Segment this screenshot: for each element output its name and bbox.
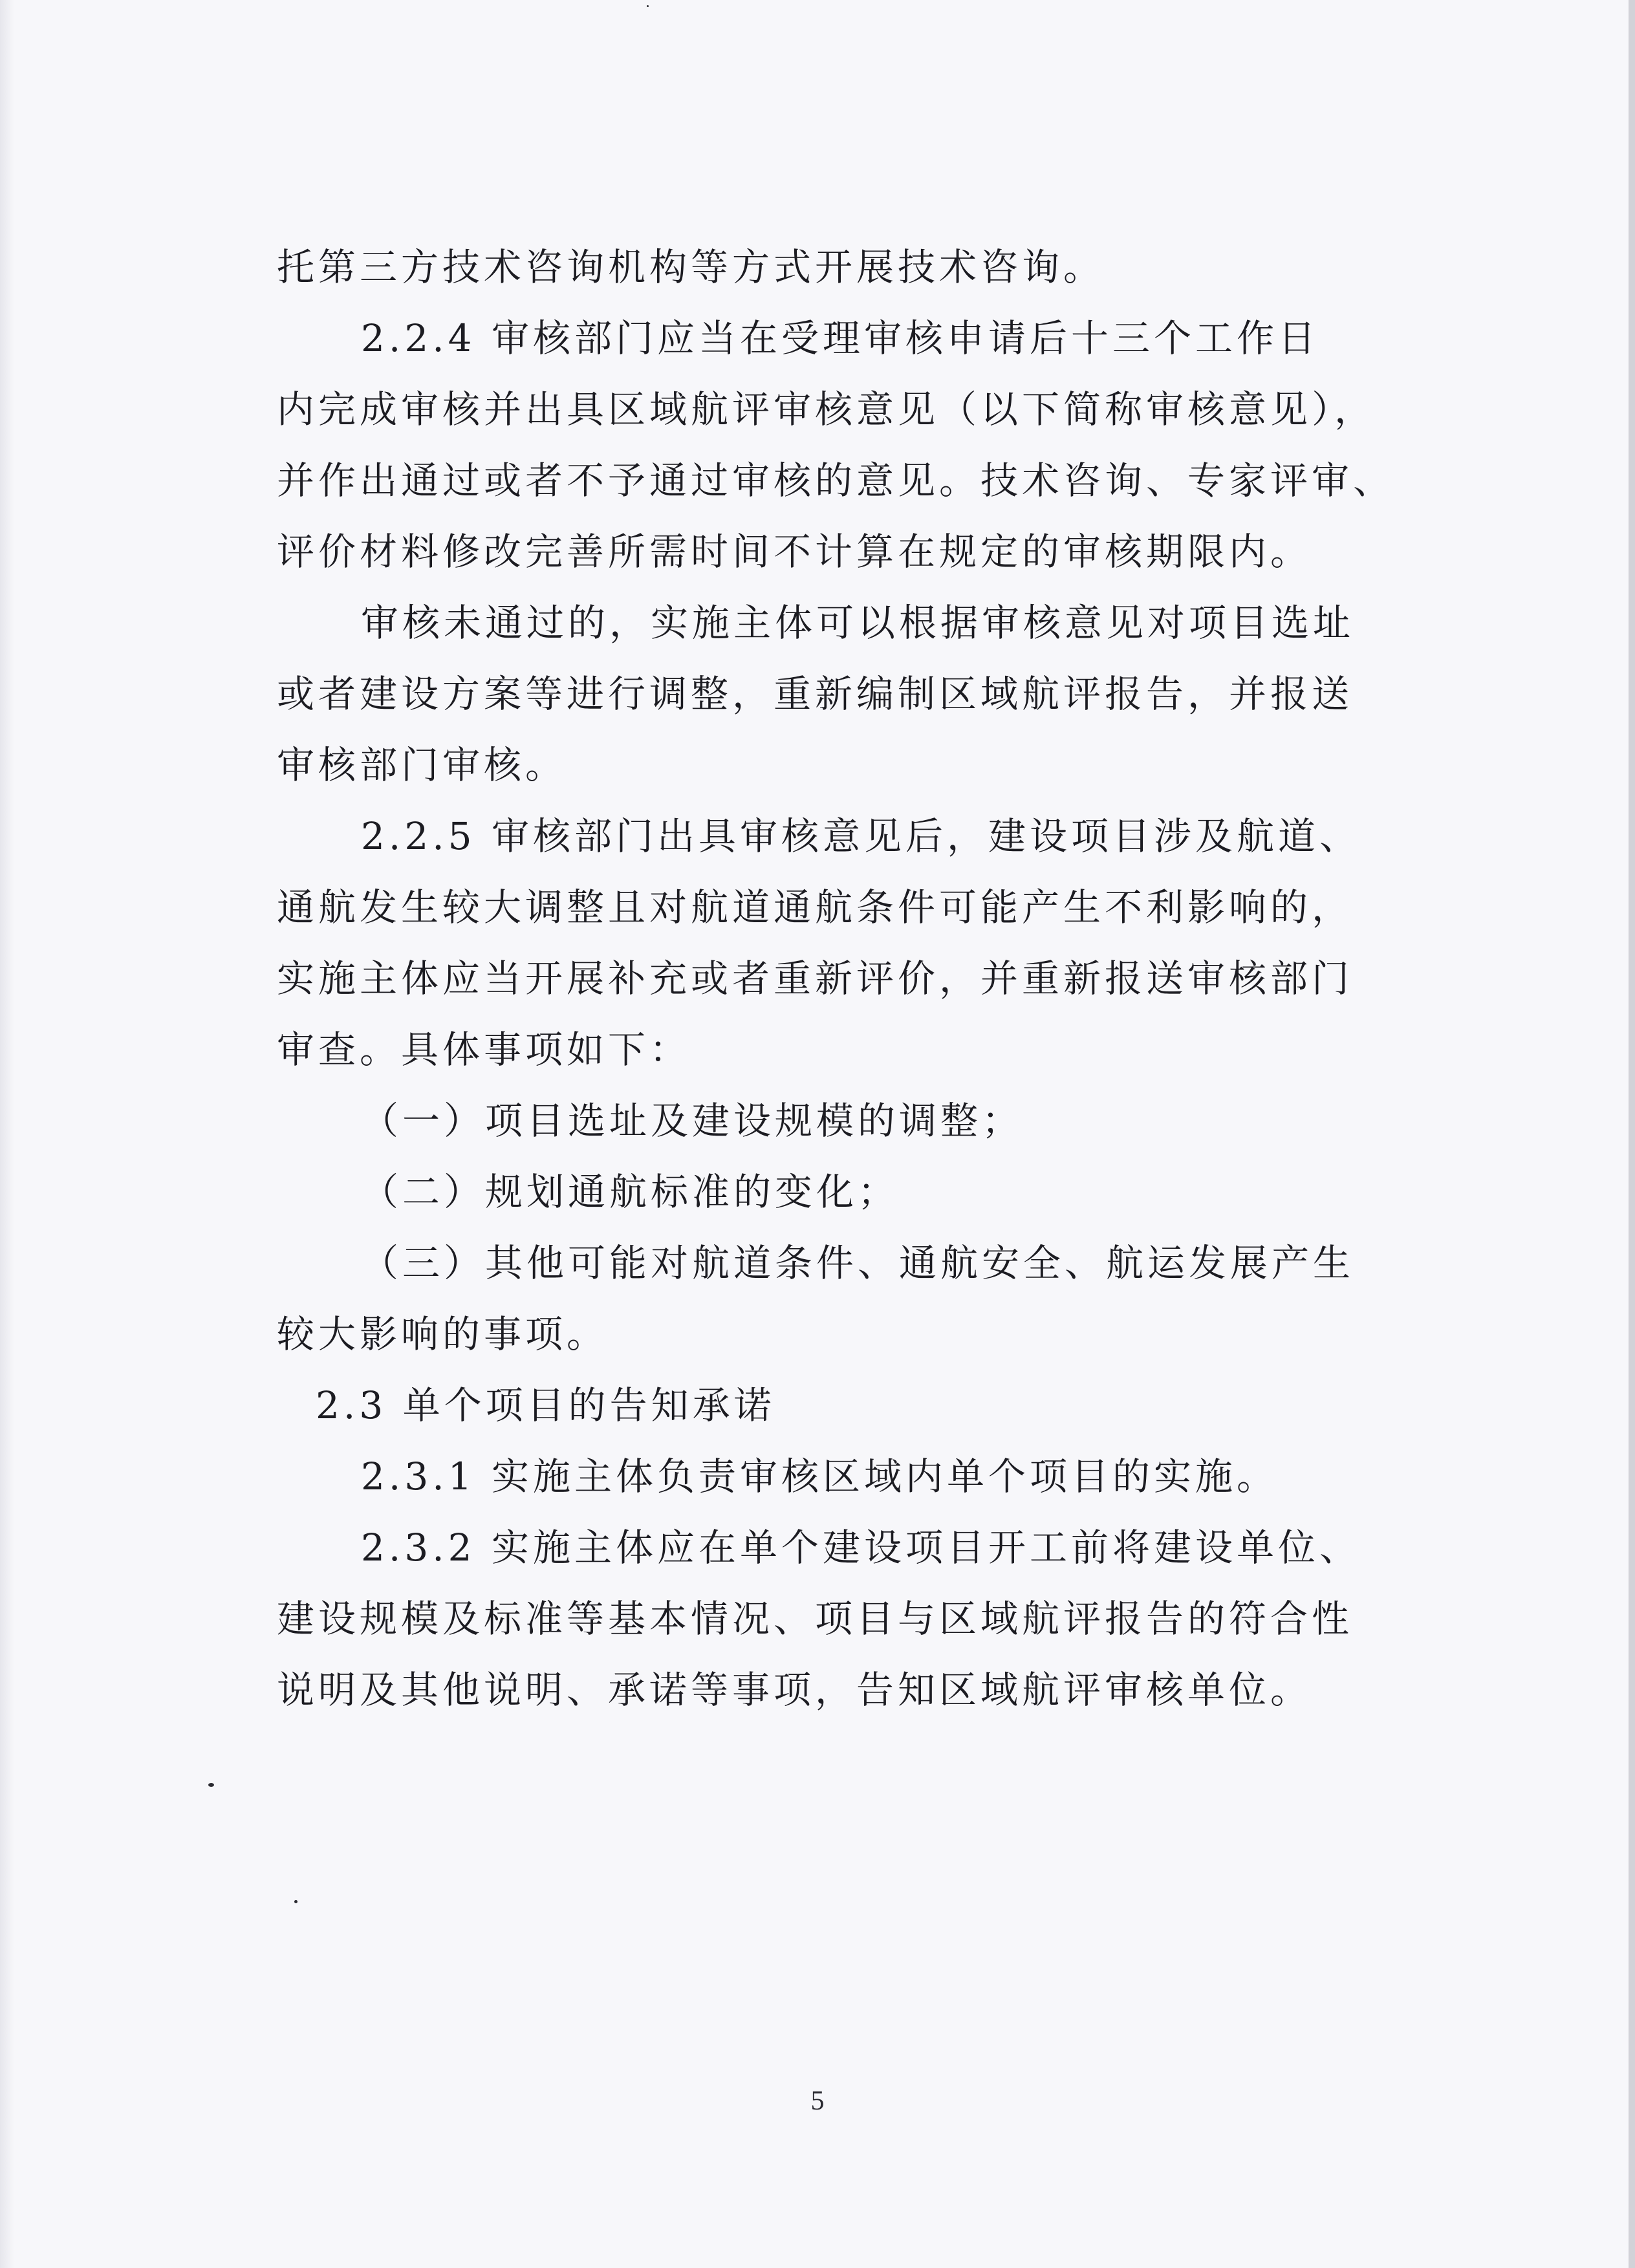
text-line: 2.2.5 审核部门出具审核意见后，建设项目涉及航道、 xyxy=(361,814,1361,858)
scan-speck xyxy=(647,5,649,7)
text-line: 说明及其他说明、承诺等事项，告知区域航评审核单位。 xyxy=(277,1668,1312,1712)
text-line: 托第三方技术咨询机构等方式开展技术咨询。 xyxy=(277,245,1105,289)
text-line: （三）其他可能对航道条件、通航安全、航运发展产生 xyxy=(361,1241,1355,1285)
scan-speck xyxy=(294,1900,298,1903)
text-line: 2.3.2 实施主体应在单个建设项目开工前将建设单位、 xyxy=(361,1526,1361,1570)
section-heading: 2.3 单个项目的告知承诺 xyxy=(316,1383,775,1427)
text-line: 审核部门审核。 xyxy=(277,743,567,787)
text-line: 建设规模及标准等基本情况、项目与区域航评报告的符合性 xyxy=(277,1597,1354,1641)
text-line: 内完成审核并出具区域航评审核意见（以下简称审核意见）， xyxy=(277,387,1376,431)
text-line: 或者建设方案等进行调整，重新编制区域航评报告，并报送 xyxy=(277,672,1354,716)
page-number: 5 xyxy=(810,2086,825,2116)
text-line: （一）项目选址及建设规模的调整； xyxy=(361,1099,1024,1143)
text-line: 较大影响的事项。 xyxy=(277,1312,609,1356)
scan-speck xyxy=(208,1783,214,1787)
text-line: （二）规划通航标准的变化； xyxy=(361,1170,900,1214)
text-line: 2.3.1 实施主体负责审核区域内单个项目的实施。 xyxy=(361,1454,1279,1498)
text-line: 通航发生较大调整且对航道通航条件可能产生不利影响的， xyxy=(277,885,1354,929)
text-line: 实施主体应当开展补充或者重新评价，并重新报送审核部门 xyxy=(277,956,1354,1000)
text-line: 审核未通过的，实施主体可以根据审核意见对项目选址 xyxy=(361,601,1355,645)
text-line: 2.2.4 审核部门应当在受理审核申请后十三个工作日 xyxy=(361,316,1320,360)
text-line: 并作出通过或者不予通过审核的意见。技术咨询、专家评审、 xyxy=(277,459,1395,502)
scan-edge-right xyxy=(1629,0,1635,2268)
text-line: 审查。具体事项如下： xyxy=(277,1028,691,1072)
document-body xyxy=(277,232,1395,1725)
scan-edge-left xyxy=(0,0,14,2268)
text-line: 评价材料修改完善所需时间不计算在规定的审核期限内。 xyxy=(277,530,1312,574)
